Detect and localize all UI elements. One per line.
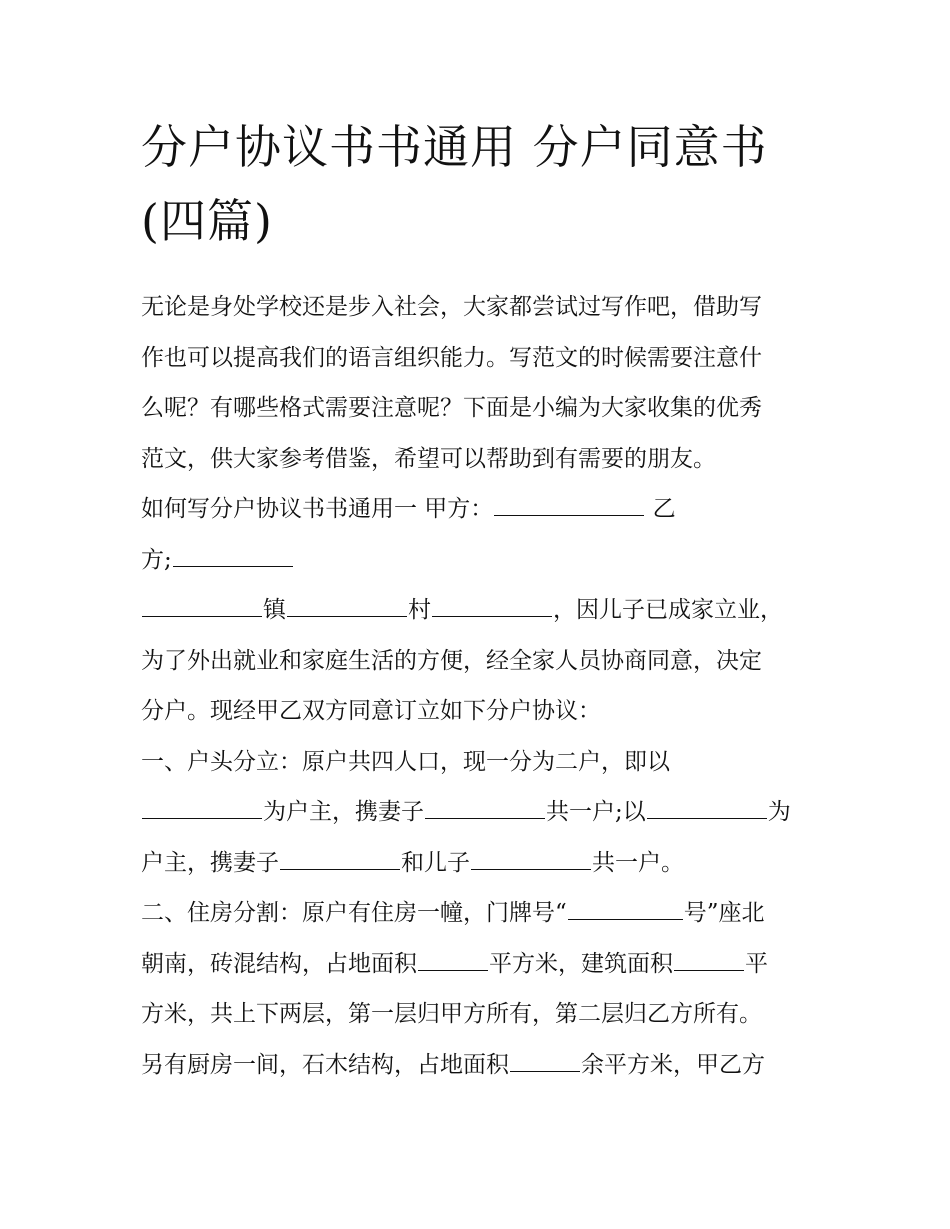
- clause-2-l2-a: 朝南，砖混结构，占地面积: [141, 950, 417, 977]
- title-line-2: (四篇): [141, 194, 273, 248]
- clause-1-wei-text: 为: [767, 799, 791, 825]
- clause-1-l3-c: 共一户。: [592, 849, 684, 876]
- party-b-blank: [173, 546, 293, 567]
- clause-1-share-text: 共一户;以: [546, 799, 646, 825]
- intro-line: 无论是身处学校还是步入社会，大家都尝试过写作吧，借助写: [141, 294, 762, 320]
- county-blank: [142, 596, 262, 617]
- clause-2-line-4: [141, 1040, 813, 1091]
- intro-line: 作也可以提高我们的语言组织能力。写范文的时候需要注意什: [141, 344, 762, 371]
- party-b-label-start: 乙: [652, 496, 676, 522]
- clause-1-line-2: [141, 787, 813, 838]
- house-number-blank: [568, 899, 683, 920]
- kitchen-area-blank: [510, 1051, 580, 1072]
- clause-2-l2-c: 平: [745, 950, 768, 977]
- clause-1-head-text: 为户主，携妻子: [263, 799, 424, 825]
- party-a-label: 如何写分户协议书书通用一 甲方：: [141, 496, 494, 522]
- clause-2-l4-a: 另有厨房一间，石木结构，占地面积: [141, 1051, 509, 1078]
- village-blank: [432, 596, 552, 617]
- clause-2-l4-b: 余平方米，甲乙方: [581, 1051, 765, 1078]
- party-a-blank: [494, 495, 644, 516]
- clause-2-l1-b: 号”座北: [683, 900, 765, 926]
- party-line: [141, 484, 813, 535]
- town-label: 镇: [263, 597, 286, 623]
- clause-2-line-3: 方米，共上下两层，第一层归甲方所有，第二层归乙方所有。: [141, 1001, 762, 1027]
- clause-1-l3-b: 和儿子: [401, 849, 470, 876]
- clause-1-l3-a: 户主，携妻子: [141, 849, 279, 876]
- son-name-blank: [471, 849, 591, 870]
- reason-line: 为了外出就业和家庭生活的方便，经全家人员协商同意，决定: [141, 647, 762, 674]
- second-head-blank: [647, 798, 767, 819]
- intro-paragraph: [141, 282, 813, 484]
- party-b-label-end: 方;: [141, 546, 172, 573]
- location-rest: ，因儿子已成家立业，: [553, 597, 783, 623]
- document-title: [141, 110, 813, 258]
- party-line-cont: [141, 535, 813, 586]
- clause-2-l1-a: 二、住房分割：原户有住房一幢，门牌号“: [141, 900, 567, 926]
- town-blank: [287, 596, 407, 617]
- location-line: [141, 585, 813, 636]
- clause-2-line-2: [141, 939, 813, 990]
- clause-2-line-1: [141, 888, 813, 939]
- clause-1-heading: 一、户头分立：原户共四人口，现一分为二户，即以: [141, 748, 670, 775]
- clause-2-l2-b: 平方米，建筑面积: [489, 950, 673, 977]
- title-line-1: 分户协议书书通用 分户同意书: [141, 120, 768, 174]
- reason-line: 分户。现经甲乙双方同意订立如下分户协议：: [141, 698, 601, 724]
- wife-name-blank: [425, 798, 545, 819]
- head-name-blank: [142, 798, 262, 819]
- clause-1-line-3: [141, 838, 813, 889]
- land-area-blank: [418, 950, 488, 971]
- intro-line: 么呢？有哪些格式需要注意呢？下面是小编为大家收集的优秀: [141, 395, 762, 421]
- second-wife-blank: [280, 849, 400, 870]
- village-label: 村: [408, 597, 431, 623]
- intro-line: 范文，供大家参考借鉴，希望可以帮助到有需要的朋友。: [141, 445, 716, 472]
- building-area-blank: [674, 950, 744, 971]
- document-page: [141, 110, 813, 1090]
